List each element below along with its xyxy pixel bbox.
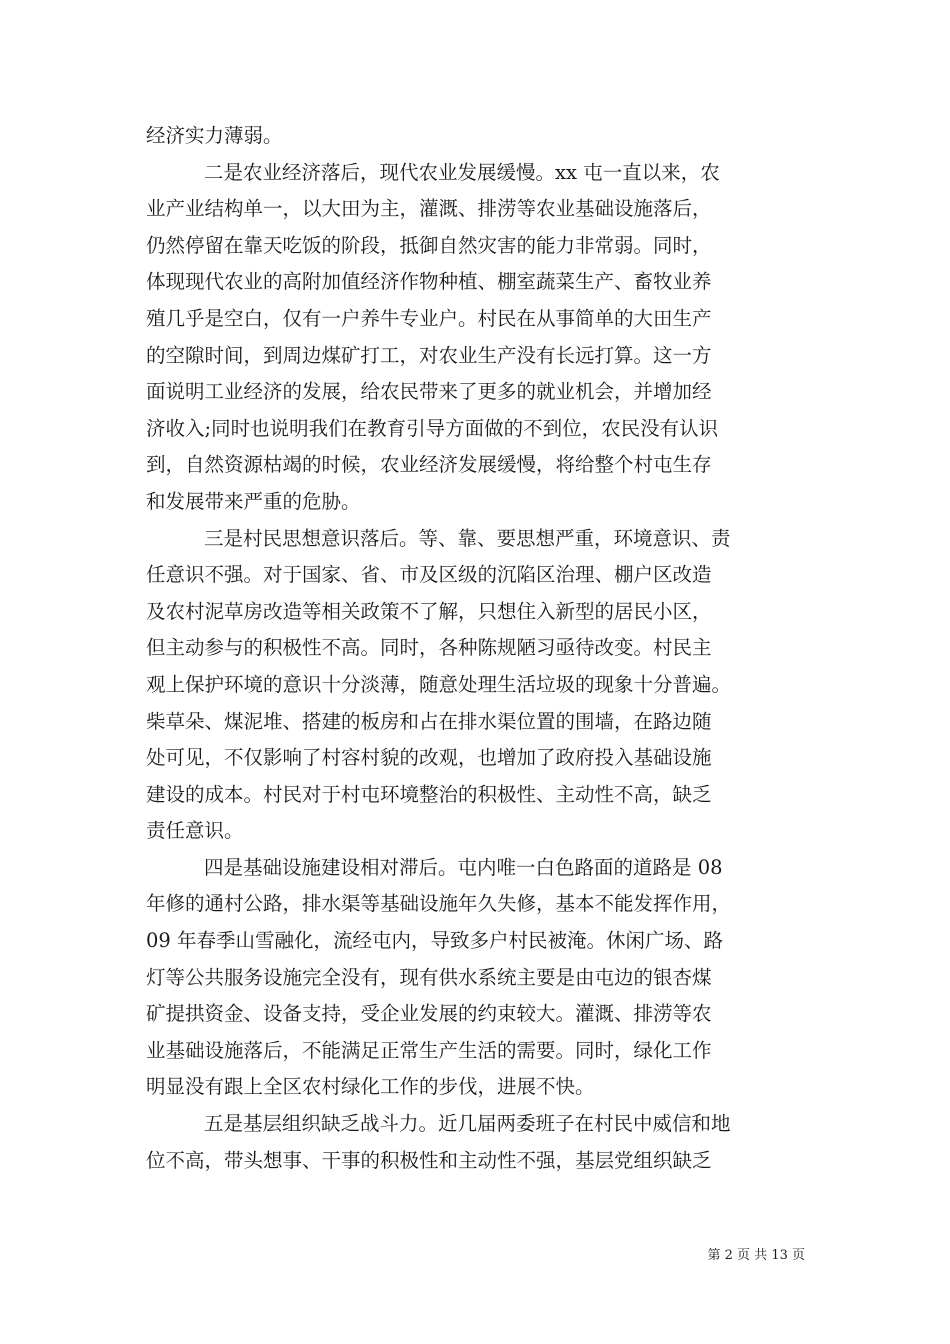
text-line: 面说明工业经济的发展，给农民带来了更多的就业机会，并增加经 <box>146 380 712 404</box>
text-line: 及农村泥草房改造等相关政策不了解，只想住入新型的居民小区， <box>146 599 712 623</box>
text-line: 殖几乎是空白，仅有一户养牛专业户。村民在从事简单的大田生产 <box>146 306 712 330</box>
text-line: 09 年春季山雪融化，流经屯内，导致多户村民被淹。休闲广场、路 <box>146 929 724 953</box>
page-number-footer: 第 2 页 共 13 页 <box>707 1248 805 1263</box>
text-line: 位不高，带头想事、干事的积极性和主动性不强，基层党组织缺乏 <box>146 1148 712 1172</box>
text-line: 明显没有跟上全区农村绿化工作的步伐，进展不快。 <box>146 1075 595 1099</box>
text-line: 年修的通村公路，排水渠等基础设施年久失修，基本不能发挥作用， <box>146 892 732 916</box>
text-line: 业基础设施落后，不能满足正常生产生活的需要。同时，绿化工作 <box>146 1038 712 1062</box>
document-body <box>146 118 806 1179</box>
paragraph-first-line: 四是基础设施建设相对滞后。屯内唯一白色路面的道路是 08 <box>204 855 723 879</box>
text-line: 经济实力薄弱。 <box>146 124 283 147</box>
text-line: 责任意识。 <box>146 819 244 843</box>
text-line: 业产业结构单一，以大田为主，灌溉、排涝等农业基础设施落后， <box>146 197 712 221</box>
text-line: 但主动参与的积极性不高。同时，各种陈规陋习亟待改变。村民主 <box>146 636 712 660</box>
paragraph-first-line: 二是农业经济落后，现代农业发展缓慢。xx 屯一直以来，农 <box>204 160 720 184</box>
paragraph-first-line: 五是基层组织缺乏战斗力。近几届两委班子在村民中威信和地 <box>204 1112 731 1136</box>
text-line: 建设的成本。村民对于村屯环境整治的积极性、主动性不高，缺乏 <box>146 782 712 806</box>
text-line: 任意识不强。对于国家、省、市及区级的沉陷区治理、棚户区改造 <box>146 563 712 587</box>
paragraph-first-line: 三是村民思想意识落后。等、靠、要思想严重，环境意识、责 <box>204 526 731 550</box>
text-line: 处可见，不仅影响了村容村貌的改观，也增加了政府投入基础设施 <box>146 746 712 770</box>
text-line: 观上保护环境的意识十分淡薄，随意处理生活垃圾的现象十分普遍。 <box>146 672 732 696</box>
text-line: 到，自然资源枯竭的时候，农业经济发展缓慢，将给整个村屯生存 <box>146 453 712 477</box>
text-line: 柴草朵、煤泥堆、搭建的板房和占在排水渠位置的围墙，在路边随 <box>146 709 712 733</box>
text-line: 和发展带来严重的危胁。 <box>146 489 361 513</box>
text-line: 灯等公共服务设施完全没有，现有供水系统主要是由屯边的银杏煤 <box>146 965 712 989</box>
text-line: 仍然停留在靠天吃饭的阶段，抵御自然灾害的能力非常弱。同时， <box>146 233 712 257</box>
text-line: 矿提拱资金、设备支持，受企业发展的约束较大。灌溉、排涝等农 <box>146 1002 712 1026</box>
text-line: 的空隙时间，到周边煤矿打工，对农业生产没有长远打算。这一方 <box>146 343 712 367</box>
text-line: 体现现代农业的高附加值经济作物种植、棚室蔬菜生产、畜牧业养 <box>146 270 712 294</box>
text-line: 济收入;同时也说明我们在教育引导方面做的不到位，农民没有认识 <box>146 416 719 440</box>
